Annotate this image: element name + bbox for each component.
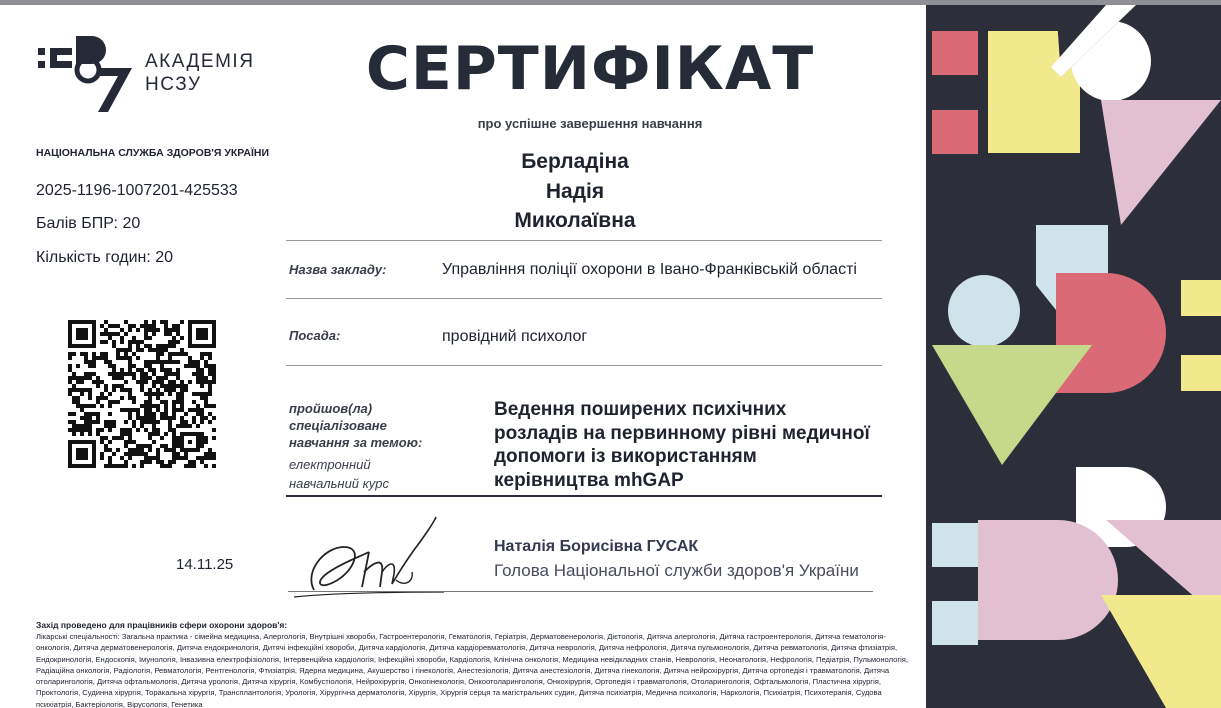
logo-line-1: АКАДЕМІЯ: [145, 51, 255, 72]
signatory-position: Голова Національної служби здоров'я України: [494, 561, 859, 580]
points: Балів БПР: 20: [36, 215, 141, 232]
organization-name: НАЦІОНАЛЬНА СЛУЖБА ЗДОРОВ'Я УКРАЇНИ: [36, 147, 269, 159]
qr-code: [68, 320, 216, 468]
issue-date: 14.11.25: [176, 556, 234, 573]
divider: [286, 495, 882, 497]
recipient-surname: Берладіна: [521, 150, 629, 173]
logo-line-2: НСЗУ: [145, 74, 202, 95]
hours: Кількість годин: 20: [36, 249, 174, 266]
position-label: Посада:: [289, 328, 341, 343]
certificate-subtitle: про успішне завершення навчання: [477, 116, 703, 131]
divider: [286, 298, 882, 299]
course-label-line: пройшов(ла): [289, 401, 373, 416]
divider: [286, 240, 882, 241]
academy-logo: [36, 34, 256, 116]
certificate-number: 2025-1196-1007201-425533: [36, 182, 238, 199]
signature-image: [284, 512, 454, 612]
footer-specialties: Лікарські спеціальності: Загальна практика - сімейна медицина, Алергологія, Внутрішні хвороби, Гастроентерологія, Гематологія, Геріатрія, Дерматовенерологія, Дієтологія, Дитяча алергологія, Дитяча гастроентерологія, Дитяча гематологія-онкологія, Дитяча дерматовенерологія, Дитяча ендокринологія, Дитячі інфекційні хвороби, Дитяча кардіологія, Дитяча кардіоревматологія, Дитяча неврологія, Дитяча нефрологія, Дитяча пульмонологія, Дитяча ревматологія, Дитяча фтизіатрія, Ендокринологія, Ендоскопія, Імунологія, Інвазивна електрофізіологія, Інтервенційна кардіологія, Інфекційні хвороби, Кардіологія, Клінічна онкологія, Медицина невідкладних станів, Неврологія, Неонатологія, Нефрологія, Педіатрія, Пульмонологія, Радіаційна онкологія, Радіологія, Ревматологія, Рентгенологія, Фтизіатрія, Ядерна медицина, Акушерство і гінекологія, Анестезіологія, Дитяча анестезіологія, Дитяча гінекологія, Дитяча нейрохірургія, Дитяча ортопедія і травматологія, Дитяча отоларингологія, Дитяча офтальмологія, Дитяча урологія, Дитяча хірургія, Комбустіологія, Нейрохірургія, Онкогінекологія, Онкоотоларингологія, Онкохірургія, Ортопедія і травматологія, Отоларингологія, Офтальмологія, Пластична хірургія, Проктологія, Судинна хірургія, Торакальна хірургія, Трансплантологія, Урологія, Хірургічна дерматологія, Хірургія, Хірургія серця та магістральних судин, Дитяча психіатрія, Медична психологія, Наркологія, Психіатрія, Психотерапія, Судова психіатрія, Бактеріологія, Вірусологія, Генетика: [36, 632, 909, 708]
recipient-first-name: Надія: [545, 180, 605, 203]
course-type-line: навчальний курс: [289, 476, 390, 491]
institution-value: Управління поліції охорони в Івано-Франківській області: [442, 261, 857, 278]
course-type: [289, 455, 389, 493]
certificate-title: СЕРТИФІКАТ: [365, 34, 815, 104]
decorative-pattern: [926, 5, 1221, 708]
position-value: провідний психолог: [442, 328, 588, 345]
course-label-line: спеціалізоване: [289, 418, 387, 433]
course-label: [289, 400, 422, 451]
signatory-name: Наталія Борисівна ГУСАК: [494, 538, 699, 555]
academy-logo-text: [145, 50, 254, 96]
course-label-line: навчання за темою:: [289, 435, 423, 450]
recipient-patronymic: Миколаївна: [514, 209, 636, 232]
course-title: [494, 398, 914, 492]
course-title-line: керівництва mhGAP: [494, 469, 684, 491]
course-type-line: електронний: [289, 457, 371, 472]
institution-label: Назва закладу:: [289, 262, 387, 277]
divider: [286, 365, 882, 366]
academy-logo-mark: [36, 34, 136, 116]
course-title-line: розладів на первинному рівні медичної: [494, 422, 870, 444]
signature-line: [288, 591, 873, 592]
course-title-line: Ведення поширених психічних: [494, 399, 787, 420]
footer-title: Захід проведено для працівників сфери охорони здоров'я:: [36, 620, 288, 630]
course-title-line: допомоги із використанням: [494, 446, 757, 467]
